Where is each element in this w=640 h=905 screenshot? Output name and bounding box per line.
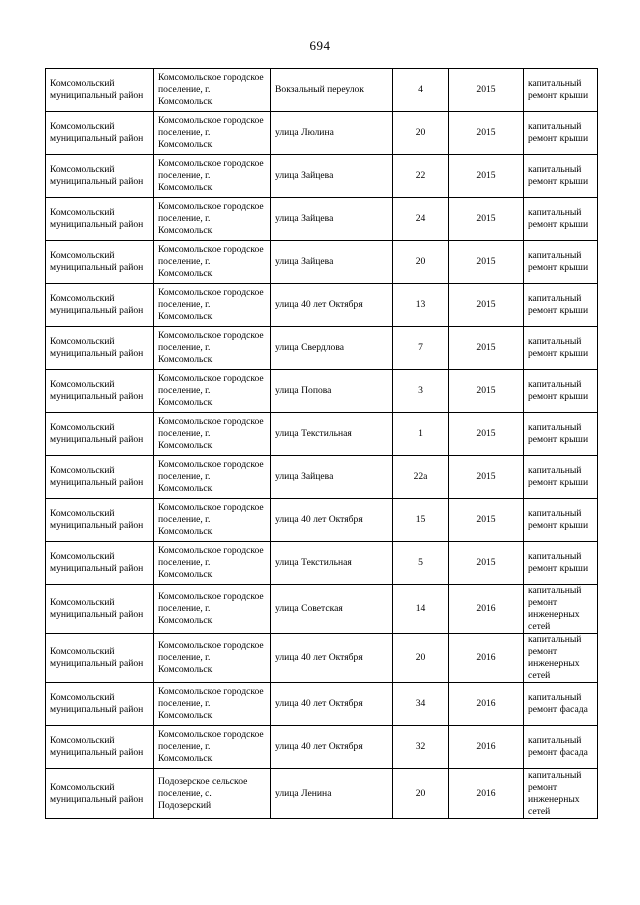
street-cell: Вокзальный переулок (271, 69, 393, 112)
work-type-cell: капитальный ремонт крыши (524, 241, 598, 284)
district-cell: Комсомольский муниципальный район (46, 112, 154, 155)
table-row (46, 456, 598, 499)
year-cell: 2015 (449, 413, 524, 456)
work-type-cell: капитальный ремонт крыши (524, 456, 598, 499)
district-cell: Комсомольский муниципальный район (46, 69, 154, 112)
settlement-cell: Комсомольское городское поселение, г. Комсомольск (154, 198, 271, 241)
table-row (46, 284, 598, 327)
year-cell: 2015 (449, 370, 524, 413)
house-number-cell: 15 (393, 499, 449, 542)
street-cell: улица Зайцева (271, 241, 393, 284)
house-number-cell: 32 (393, 726, 449, 769)
work-type-cell: капитальный ремонт инженерных сетей (524, 634, 598, 683)
year-cell: 2015 (449, 198, 524, 241)
year-cell: 2015 (449, 327, 524, 370)
table-row (46, 198, 598, 241)
street-cell: улица Зайцева (271, 198, 393, 241)
repair-registry-table (45, 68, 598, 819)
table-row (46, 726, 598, 769)
house-number-cell: 13 (393, 284, 449, 327)
street-cell: улица 40 лет Октября (271, 284, 393, 327)
street-cell: улица Текстильная (271, 413, 393, 456)
settlement-cell: Комсомольское городское поселение, г. Комсомольск (154, 413, 271, 456)
settlement-cell: Комсомольское городское поселение, г. Комсомольск (154, 327, 271, 370)
house-number-cell: 24 (393, 198, 449, 241)
settlement-cell: Комсомольское городское поселение, г. Комсомольск (154, 69, 271, 112)
settlement-cell: Комсомольское городское поселение, г. Комсомольск (154, 284, 271, 327)
settlement-cell: Комсомольское городское поселение, г. Комсомольск (154, 370, 271, 413)
settlement-cell: Комсомольское городское поселение, г. Комсомольск (154, 499, 271, 542)
house-number-cell: 3 (393, 370, 449, 413)
table-row (46, 413, 598, 456)
district-cell: Комсомольский муниципальный район (46, 155, 154, 198)
year-cell: 2015 (449, 69, 524, 112)
house-number-cell: 1 (393, 413, 449, 456)
street-cell: улица Ленина (271, 769, 393, 819)
district-cell: Комсомольский муниципальный район (46, 683, 154, 726)
house-number-cell: 20 (393, 769, 449, 819)
work-type-cell: капитальный ремонт крыши (524, 370, 598, 413)
district-cell: Комсомольский муниципальный район (46, 327, 154, 370)
street-cell: улица 40 лет Октября (271, 499, 393, 542)
house-number-cell: 5 (393, 542, 449, 585)
work-type-cell: капитальный ремонт крыши (524, 198, 598, 241)
street-cell: улица Советская (271, 585, 393, 634)
street-cell: улица 40 лет Октября (271, 634, 393, 683)
work-type-cell: капитальный ремонт фасада (524, 683, 598, 726)
year-cell: 2016 (449, 683, 524, 726)
house-number-cell: 34 (393, 683, 449, 726)
year-cell: 2015 (449, 155, 524, 198)
table-row (46, 112, 598, 155)
settlement-cell: Комсомольское городское поселение, г. Комсомольск (154, 155, 271, 198)
district-cell: Комсомольский муниципальный район (46, 413, 154, 456)
table-row (46, 241, 598, 284)
house-number-cell: 7 (393, 327, 449, 370)
registry-body (46, 69, 598, 819)
house-number-cell: 4 (393, 69, 449, 112)
district-cell: Комсомольский муниципальный район (46, 198, 154, 241)
district-cell: Комсомольский муниципальный район (46, 370, 154, 413)
work-type-cell: капитальный ремонт фасада (524, 726, 598, 769)
year-cell: 2016 (449, 585, 524, 634)
settlement-cell: Подозерское сельское поселение, с. Подозерский (154, 769, 271, 819)
year-cell: 2015 (449, 456, 524, 499)
year-cell: 2015 (449, 499, 524, 542)
house-number-cell: 20 (393, 241, 449, 284)
district-cell: Комсомольский муниципальный район (46, 585, 154, 634)
page-number: 694 (309, 38, 331, 53)
district-cell: Комсомольский муниципальный район (46, 726, 154, 769)
street-cell: улица Зайцева (271, 456, 393, 499)
district-cell: Комсомольский муниципальный район (46, 634, 154, 683)
settlement-cell: Комсомольское городское поселение, г. Комсомольск (154, 585, 271, 634)
street-cell: улица Попова (271, 370, 393, 413)
work-type-cell: капитальный ремонт крыши (524, 284, 598, 327)
work-type-cell: капитальный ремонт крыши (524, 327, 598, 370)
table-row (46, 327, 598, 370)
table-row (46, 542, 598, 585)
table-row (46, 634, 598, 683)
settlement-cell: Комсомольское городское поселение, г. Комсомольск (154, 112, 271, 155)
district-cell: Комсомольский муниципальный район (46, 284, 154, 327)
street-cell: улица 40 лет Октября (271, 683, 393, 726)
table-row (46, 155, 598, 198)
work-type-cell: капитальный ремонт крыши (524, 155, 598, 198)
street-cell: улица 40 лет Октября (271, 726, 393, 769)
district-cell: Комсомольский муниципальный район (46, 241, 154, 284)
table-row (46, 370, 598, 413)
settlement-cell: Комсомольское городское поселение, г. Комсомольск (154, 683, 271, 726)
house-number-cell: 22 (393, 155, 449, 198)
settlement-cell: Комсомольское городское поселение, г. Комсомольск (154, 634, 271, 683)
district-cell: Комсомольский муниципальный район (46, 542, 154, 585)
work-type-cell: капитальный ремонт инженерных сетей (524, 769, 598, 819)
house-number-cell: 14 (393, 585, 449, 634)
year-cell: 2016 (449, 726, 524, 769)
street-cell: улица Люлина (271, 112, 393, 155)
year-cell: 2015 (449, 112, 524, 155)
table-row (46, 69, 598, 112)
table-row (46, 683, 598, 726)
table-row (46, 769, 598, 819)
work-type-cell: капитальный ремонт крыши (524, 69, 598, 112)
street-cell: улица Текстильная (271, 542, 393, 585)
work-type-cell: капитальный ремонт крыши (524, 499, 598, 542)
street-cell: улица Свердлова (271, 327, 393, 370)
table-row (46, 499, 598, 542)
work-type-cell: капитальный ремонт крыши (524, 542, 598, 585)
district-cell: Комсомольский муниципальный район (46, 456, 154, 499)
year-cell: 2015 (449, 284, 524, 327)
house-number-cell: 22а (393, 456, 449, 499)
settlement-cell: Комсомольское городское поселение, г. Комсомольск (154, 542, 271, 585)
house-number-cell: 20 (393, 112, 449, 155)
year-cell: 2015 (449, 542, 524, 585)
district-cell: Комсомольский муниципальный район (46, 769, 154, 819)
year-cell: 2016 (449, 769, 524, 819)
year-cell: 2016 (449, 634, 524, 683)
year-cell: 2015 (449, 241, 524, 284)
work-type-cell: капитальный ремонт инженерных сетей (524, 585, 598, 634)
street-cell: улица Зайцева (271, 155, 393, 198)
work-type-cell: капитальный ремонт крыши (524, 413, 598, 456)
district-cell: Комсомольский муниципальный район (46, 499, 154, 542)
table-row (46, 585, 598, 634)
house-number-cell: 20 (393, 634, 449, 683)
work-type-cell: капитальный ремонт крыши (524, 112, 598, 155)
settlement-cell: Комсомольское городское поселение, г. Комсомольск (154, 726, 271, 769)
settlement-cell: Комсомольское городское поселение, г. Комсомольск (154, 241, 271, 284)
settlement-cell: Комсомольское городское поселение, г. Комсомольск (154, 456, 271, 499)
